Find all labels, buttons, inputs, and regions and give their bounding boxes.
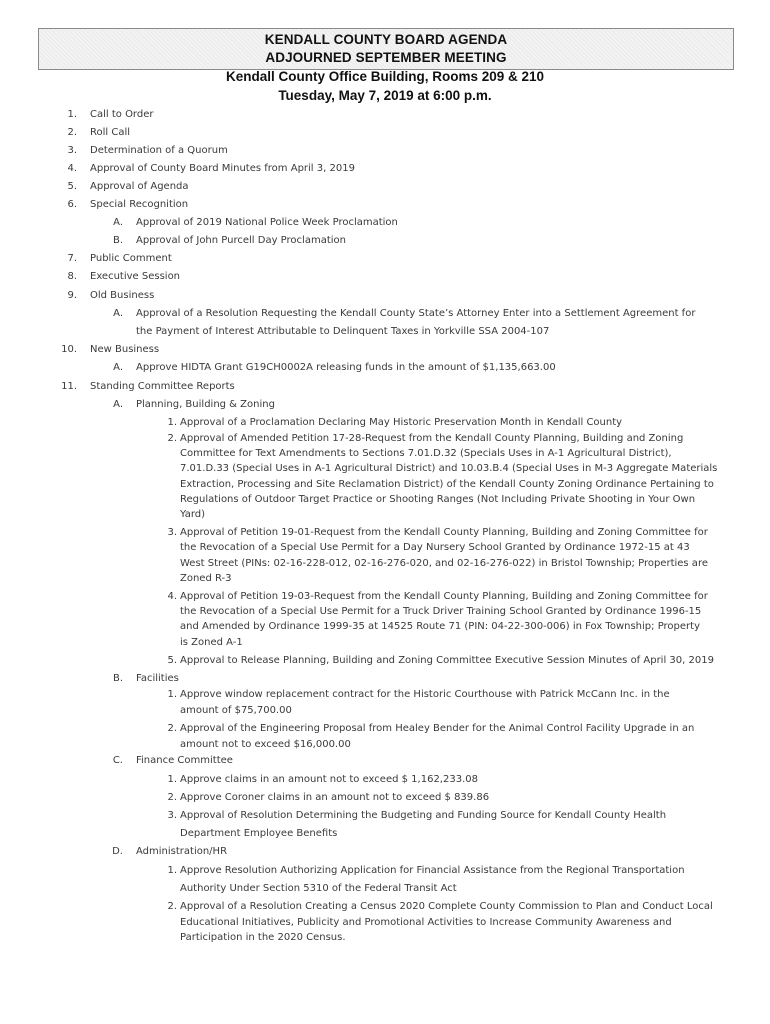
agenda-item-number: 3. [167,527,177,538]
agenda-item-text: Approval of Resolution Determining the Budgeting and Funding Source for Kendall County Health [180,810,667,821]
agenda-item-number: D. [112,846,123,857]
agenda-item-text: Approve window replacement contract for the Historic Courthouse with Patrick McCann Inc. in the [180,689,670,700]
agenda-item-text: Department Employee Benefits [180,828,338,839]
agenda-item-text: Educational Initiatives, Publicity and Promotional Activities to Increase Community Awareness and [180,917,672,928]
agenda-item-text: Approval of the Engineering Proposal from Healey Bender for the Animal Control Facility Upgrade in an [180,723,695,734]
agenda-item-text: Executive Session [90,271,181,282]
agenda-item-text: Standing Committee Reports [90,381,235,392]
agenda-item-number: 10. [61,344,77,355]
agenda-item-text: Administration/HR [136,846,228,857]
agenda-item-text: Approval to Release Planning, Building and Zoning Committee Executive Session Minutes of April 30, 2019 [180,655,714,666]
agenda-item-text: New Business [90,344,160,355]
agenda-item-number: 2. [167,792,177,803]
meeting-location: Kendall County Office Building, Rooms 209 & 210 [225,69,545,84]
agenda-item-text: Approval of Amended Petition 17-28-Request from the Kendall County Planning, Building and Zoning [180,433,684,444]
agenda-item-text: Approve Coroner claims in an amount not to exceed $ 839.86 [180,792,490,803]
agenda-item-number: B. [112,235,123,246]
agenda-item-text: Approval of a Resolution Creating a Census 2020 Complete County Commission to Plan and Conduct Local [180,901,713,912]
agenda-item-text: Roll Call [90,127,131,138]
agenda-item-text: Approval of Petition 19-03-Request from the Kendall County Planning, Building and Zoning Committee for [180,591,708,602]
agenda-item-number: 2. [167,723,177,734]
agenda-item-number: 4. [67,163,77,174]
agenda-item-text: the Revocation of a Special Use Permit for a Day Nursery School Granted by Ordinance 1972-15 at 43 [180,542,690,553]
agenda-item-number: 1. [167,865,177,876]
agenda-item-text: Regulations of Outdoor Target Practice or Shooting Ranges (Not Including Private Shooting in Your Own [180,494,696,505]
agenda-item-text: and Amended by Ordinance 1999-35 at 14525 Route 71 (PIN: 04-22-300-006) in Fox Township; Property [180,621,701,632]
agenda-item-number: 1. [67,109,77,120]
agenda-item-text: Call to Order [90,109,154,120]
agenda-item-text: Extraction, Processing and Site Reclamation District) of the Kendall County Zoning Ordinance Pertaining to [180,479,714,490]
agenda-item-text: Approve Resolution Authorizing Application for Financial Assistance from the Regional Transportation [180,865,685,876]
agenda-item-text: Approval of John Purcell Day Proclamation [136,235,346,246]
agenda-item-text: Authority Under Section 5310 of the Federal Transit Act [180,883,457,894]
agenda-item-number: 1. [167,417,177,428]
agenda-item-number: A. [113,217,123,228]
agenda-item-text: Public Comment [90,253,172,264]
agenda-item-text: amount not to exceed $16,000.00 [180,739,351,750]
agenda-item-number: 1. [167,689,177,700]
agenda-item-text: Determination of a Quorum [90,145,228,156]
meeting-datetime: Tuesday, May 7, 2019 at 6:00 p.m. [278,88,492,103]
agenda-item-number: 9. [67,290,77,301]
agenda-item-number: A. [113,362,123,373]
agenda-item-text: Planning, Building & Zoning [136,399,275,410]
agenda-item-number: 2. [167,901,177,912]
agenda-item-number: C. [112,755,123,766]
agenda-item-number: 1. [167,774,177,785]
agenda-title: KENDALL COUNTY BOARD AGENDA [264,32,508,47]
agenda-item-number: A. [113,399,123,410]
agenda-item-number: 5. [167,655,177,666]
agenda-item-text: Approval of Petition 19-01-Request from the Kendall County Planning, Building and Zoning Committee for [180,527,708,538]
agenda-item-number: 3. [167,810,177,821]
meeting-title: ADJOURNED SEPTEMBER MEETING [265,50,507,65]
agenda-item-number: 4. [167,591,177,602]
title-box [38,28,734,70]
agenda-item-number: 2. [167,433,177,444]
agenda-item-text: West Street (PINs: 02-16-228-012, 02-16-276-020, and 02-16-276-022) in Bristol Township; Properties are [180,558,708,569]
agenda-item-text: Finance Committee [136,755,233,766]
agenda-item-text: Facilities [136,673,179,684]
agenda-item-text: Approval of Agenda [90,181,189,192]
agenda-item-number: B. [112,673,123,684]
agenda-item-number: 11. [61,381,77,392]
agenda-item-text: Approval of 2019 National Police Week Proclamation [136,217,398,228]
agenda-item-text: the Payment of Interest Attributable to Delinquent Taxes in Yorkville SSA 2004-107 [136,326,550,337]
agenda-item-text: Participation in the 2020 Census. [180,932,346,943]
agenda-item-number: 2. [67,127,77,138]
agenda-item-number: 8. [67,271,77,282]
agenda-item-text: is Zoned A-1 [180,637,243,648]
agenda-item-text: 7.01.D.33 (Special Uses in A-1 Agricultural District) and 10.03.B.4 (Special Uses in M-3 Aggregate Materials [180,463,718,474]
agenda-item-number: 7. [67,253,77,264]
agenda-item-text: Old Business [90,290,155,301]
agenda-item-text: Zoned R-3 [180,573,232,584]
agenda-item-number: 6. [67,199,77,210]
agenda-item-number: A. [113,308,123,319]
agenda-item-text: Yard) [180,509,206,520]
agenda-item-text: Approve claims in an amount not to exceed $ 1,162,233.08 [180,774,478,785]
agenda-item-number: 5. [67,181,77,192]
agenda-item-text: Approve HIDTA Grant G19CH0002A releasing funds in the amount of $1,135,663.00 [136,362,556,373]
agenda-item-text: Approval of a Resolution Requesting the Kendall County State’s Attorney Enter into a Settlement Agreement for [136,308,696,319]
agenda-item-text: Approval of a Proclamation Declaring May Historic Preservation Month in Kendall County [180,417,623,428]
agenda-item-number: 3. [67,145,77,156]
agenda-item-text: Approval of County Board Minutes from April 3, 2019 [90,163,355,174]
agenda-item-text: Committee for Text Amendments to Sections 7.01.D.32 (Specials Uses in A-1 Agricultural District), [180,448,672,459]
agenda-item-text: Special Recognition [90,199,189,210]
agenda-item-text: amount of $75,700.00 [180,705,292,716]
agenda-item-text: the Revocation of a Special Use Permit for a Truck Driver Training School Granted by Ordinance 1996-15 [180,606,702,617]
